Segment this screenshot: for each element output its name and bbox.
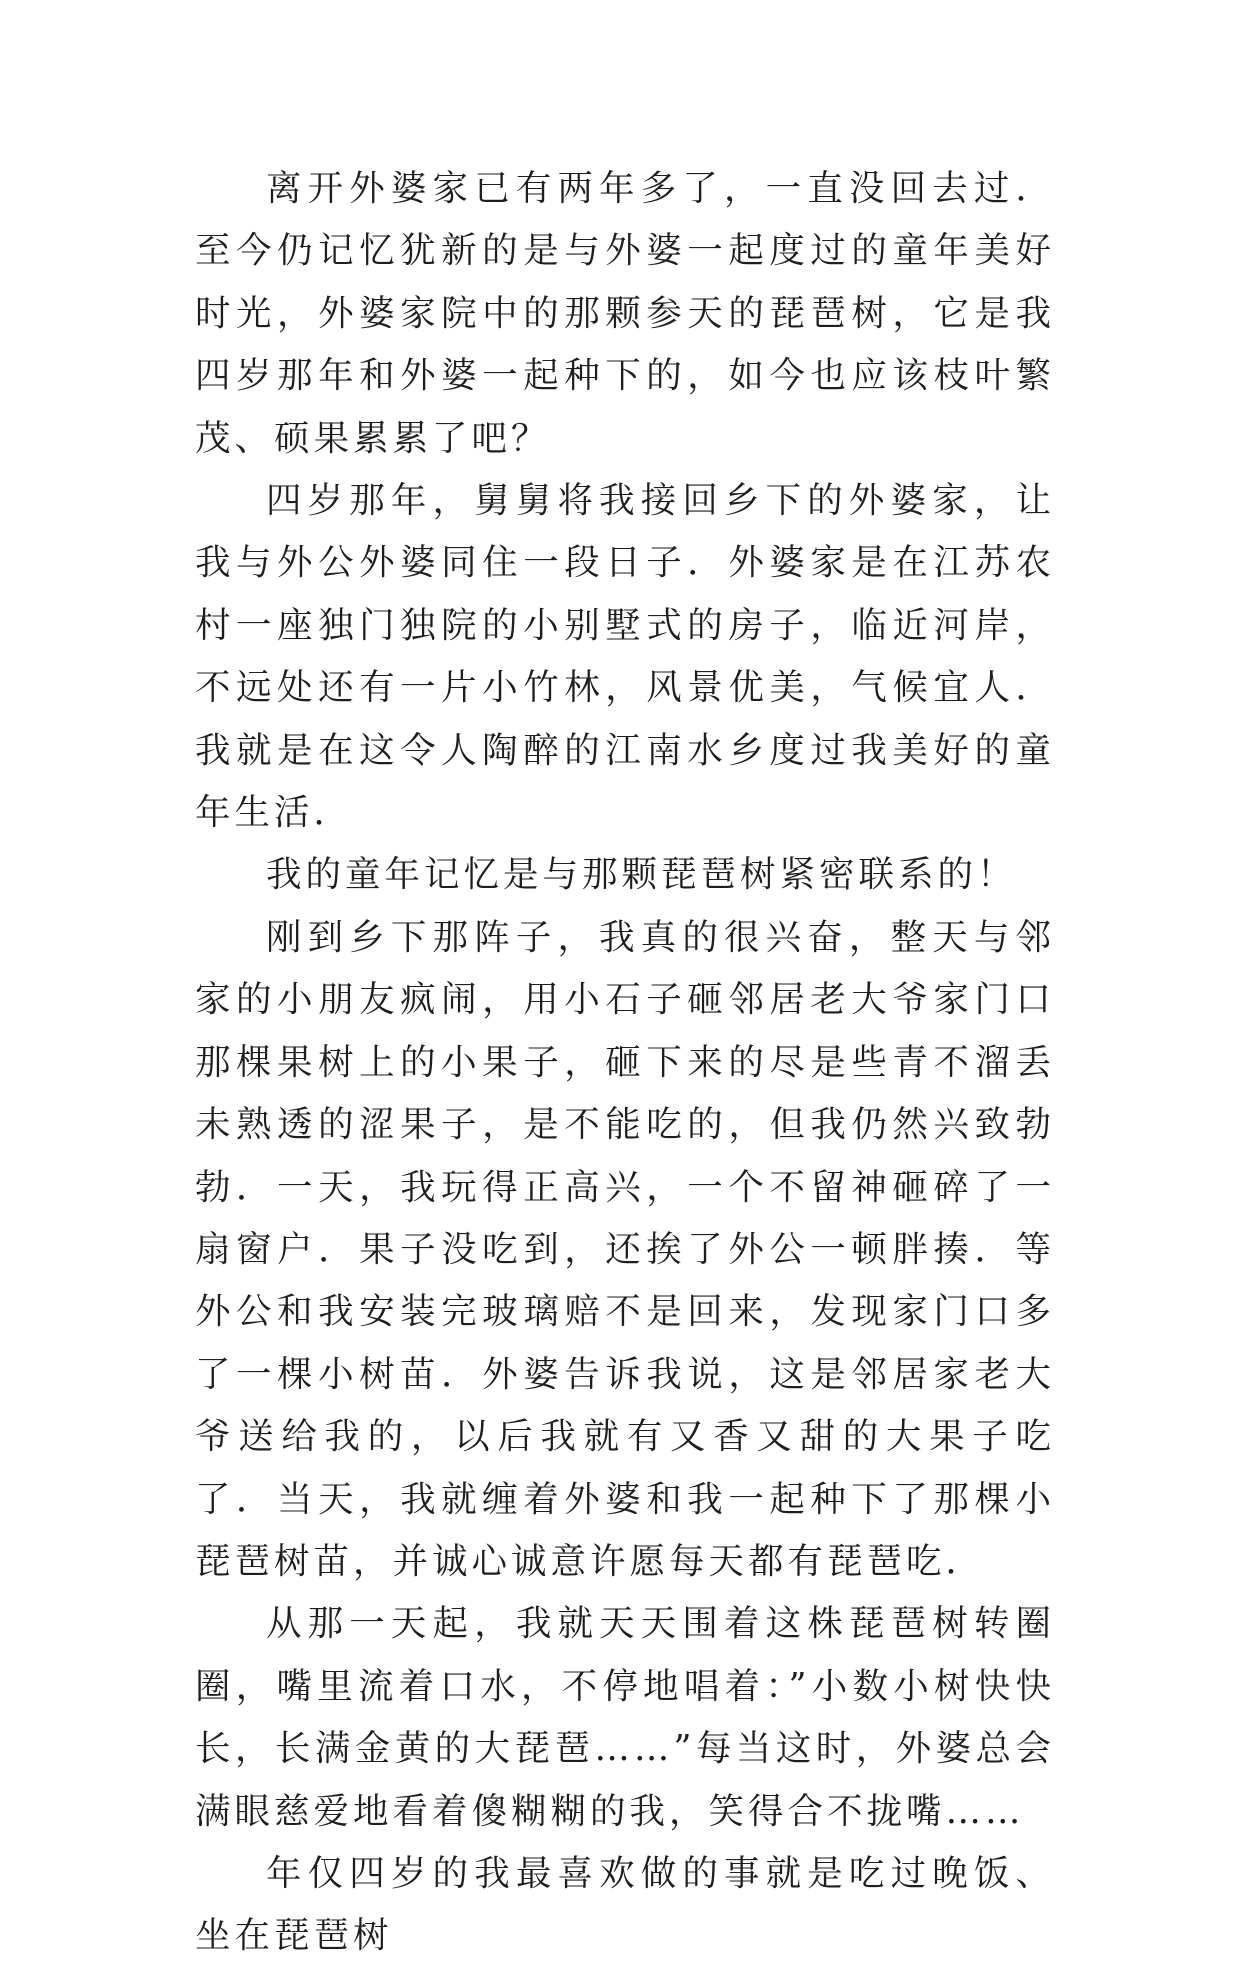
paragraph: 从那一天起，我就天天围着这株琵琶树转圈圈，嘴里流着口水，不停地唱着：”小数小树快快长，长满金黄的大琵琶……”每当这时，外婆总会满眼慈爱地看着傻糊糊的我，笑得合不拢嘴…… bbox=[195, 1603, 1055, 1832]
paragraph: 刚到乡下那阵子，我真的很兴奋，整天与邻家的小朋友疯闹，用小石子砸邻居老大爷家门口那棵果树上的小果子，砸下来的尽是些青不溜丢未熟透的涩果子，是不能吃的，但我仍然兴致勃勃．一天，我玩得正高兴，一个不留神砸碎了一扇窗户．果子没吃到，还挨了外公一顿胖揍．等外公和我安装完玻璃赔不是回来，发现家门口多了一棵小树苗．外婆告诉我说，这是邻居家老大爷送给我的，以后我就有又香又甜的大果子吃了．当天，我就缠着外婆和我一起种下了那棵小琵琶树苗，并诚心诚意许愿每天都有琵琶吃． bbox=[195, 916, 1055, 1582]
paragraph: 四岁那年，舅舅将我接回乡下的外婆家，让我与外公外婆同住一段日子．外婆家是在江苏农村一座独门独院的小别墅式的房子，临近河岸，不远处还有一片小竹林，风景优美，气候宜人．我就是在这令人陶醉的江南水乡度过我美好的童年生活． bbox=[195, 480, 1055, 834]
paragraph: 我的童年记忆是与那颗琵琶树紧密联系的！ bbox=[266, 854, 1017, 896]
paragraph: 离开外婆家已有两年多了，一直没回去过．至今仍记忆犹新的是与外婆一起度过的童年美好时光，外婆家院中的那颗参天的琵琶树，它是我四岁那年和外婆一起种下的，如今也应该枝叶繁茂、硕果累累了吧？ bbox=[195, 168, 1055, 459]
article-body bbox=[195, 158, 1055, 1968]
paragraph: 年仅四岁的我最喜欢做的事就是吃过晚饭、坐在琵琶树 bbox=[195, 1852, 1055, 1957]
